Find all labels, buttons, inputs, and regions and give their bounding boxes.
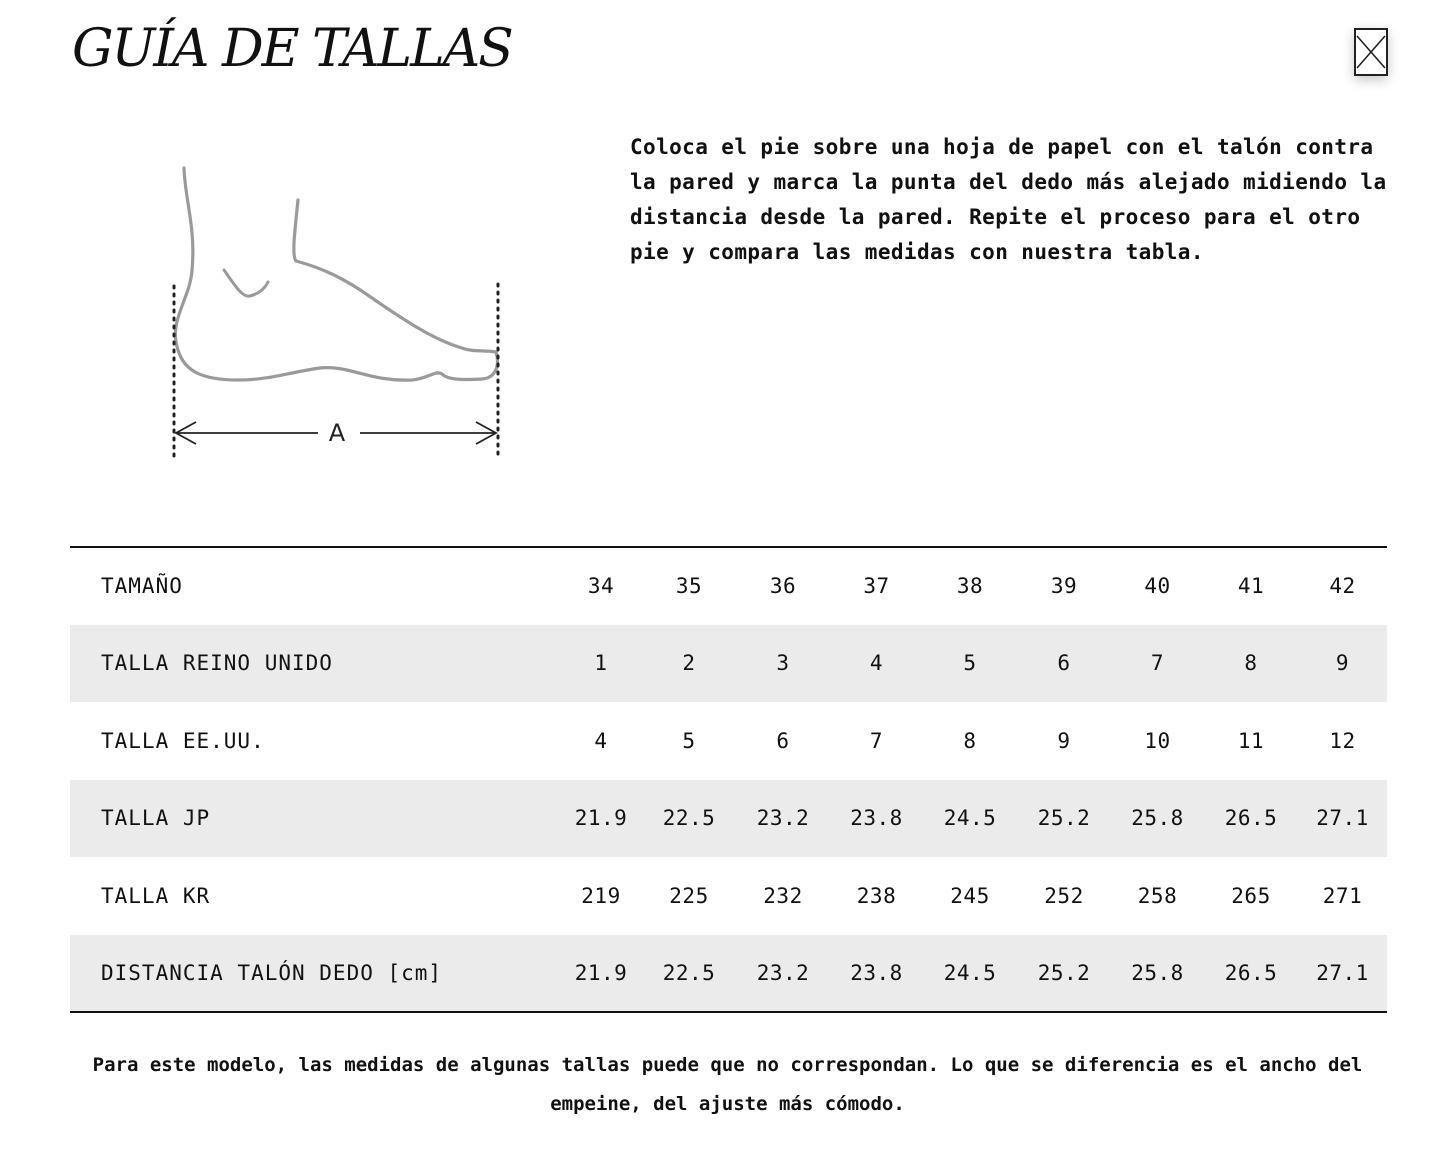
table-cell: 9: [1057, 728, 1071, 753]
table-row: [70, 625, 1387, 703]
table-cell: 7: [869, 728, 884, 753]
table-cell: 5: [963, 651, 977, 676]
table-cell: 22.5: [662, 806, 716, 831]
table-cell: 38: [956, 574, 984, 599]
table-row: [70, 935, 1387, 1013]
measurement-label: A: [328, 419, 346, 447]
table-row: [70, 702, 1387, 780]
table-cell: 40: [1144, 574, 1171, 599]
table-cell: 25.8: [1131, 806, 1184, 831]
table-cell: 219: [581, 883, 621, 908]
table-cell: 10: [1144, 728, 1171, 753]
table-cell: 35: [675, 574, 703, 599]
table-cell: 6: [776, 728, 790, 753]
table-cell: 1: [594, 651, 608, 676]
table-cell: 7: [1150, 651, 1165, 676]
table-cell: 11: [1237, 728, 1265, 753]
foot-illustration-icon: [150, 160, 510, 470]
table-row: [70, 547, 1387, 625]
table-cell: 36: [769, 574, 797, 599]
table-cell: 4: [869, 651, 884, 676]
row-label: DISTANCIA TALÓN DEDO [cm]: [101, 960, 443, 985]
table-cell: 24.5: [943, 960, 997, 985]
table-row: [70, 857, 1387, 935]
measurement-instructions: Coloca el pie sobre una hoja de papel con el talón contra la pared y marca la punta del dedo más alejado midiendo la distancia desde la pared. Repite el proceso para el otro pie y compara las medidas con nuestra tabla.: [630, 135, 1387, 264]
table-cell: 21.9: [574, 806, 628, 831]
table-cell: 27.1: [1316, 806, 1369, 831]
table-cell: 24.5: [943, 806, 997, 831]
table-cell: 225: [669, 883, 709, 908]
table-cell: 4: [594, 728, 608, 753]
table-cell: 27.1: [1316, 960, 1369, 985]
table-cell: 6: [1057, 651, 1071, 676]
table-cell: 23.8: [850, 960, 903, 985]
close-icon: [1356, 30, 1386, 74]
table-cell: 42: [1329, 574, 1356, 599]
table-cell: 245: [950, 883, 990, 908]
table-cell: 12: [1329, 728, 1356, 753]
row-label: TALLA EE.UU.: [101, 728, 265, 753]
fit-note: Para este modelo, las medidas de algunas tallas puede que no correspondan. Lo que se diferencia es el ancho del empeine, del ajuste más cómodo.: [92, 1054, 1363, 1115]
table-cell: 23.8: [850, 806, 903, 831]
table-cell: 37: [863, 574, 890, 599]
table-cell: 23.2: [756, 960, 810, 985]
table-cell: 8: [963, 728, 977, 753]
table-cell: 271: [1322, 883, 1363, 908]
foot-measurement-diagram: [150, 160, 510, 474]
table-cell: 3: [776, 651, 790, 676]
table-cell: 25.8: [1131, 960, 1184, 985]
table-cell: 238: [856, 883, 897, 908]
table-cell: 258: [1137, 883, 1178, 908]
table-cell: 22.5: [662, 960, 716, 985]
row-label: TAMAÑO: [101, 574, 183, 599]
table-cell: 9: [1335, 651, 1350, 676]
row-label: TALLA REINO UNIDO: [101, 651, 333, 676]
row-label: TALLA JP: [101, 806, 211, 831]
close-button[interactable]: [1354, 28, 1388, 76]
table-cell: 25.2: [1037, 960, 1091, 985]
table-cell: 252: [1044, 883, 1084, 908]
table-cell: 34: [587, 574, 615, 599]
page-title: GUÍA DE TALLAS: [72, 19, 512, 79]
table-cell: 232: [763, 883, 803, 908]
table-cell: 26.5: [1224, 960, 1278, 985]
table-cell: 265: [1231, 883, 1271, 908]
table-cell: 5: [682, 728, 696, 753]
row-label: TALLA KR: [101, 883, 211, 908]
table-row: [70, 780, 1387, 858]
size-chart-table: [70, 546, 1387, 1013]
table-cell: 8: [1244, 651, 1258, 676]
table-cell: 23.2: [756, 806, 810, 831]
table-cell: 21.9: [574, 960, 628, 985]
table-cell: 2: [682, 651, 696, 676]
table-cell: 26.5: [1224, 806, 1278, 831]
table-cell: 25.2: [1037, 806, 1091, 831]
table-cell: 41: [1237, 574, 1265, 599]
table-cell: 39: [1050, 574, 1078, 599]
